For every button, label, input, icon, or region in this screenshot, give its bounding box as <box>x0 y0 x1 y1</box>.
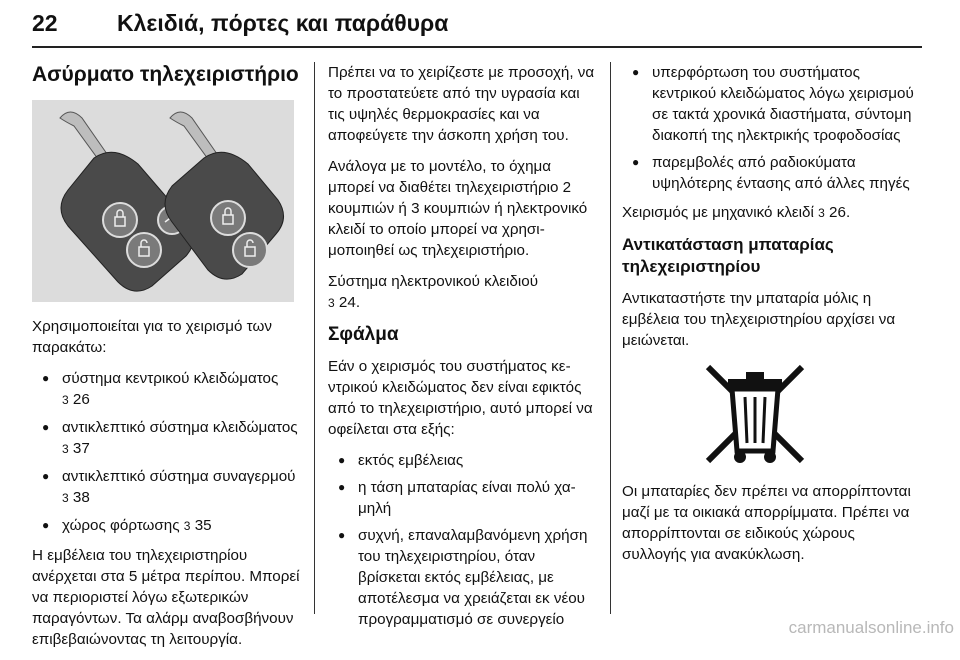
range-paragraph: Η εμβέλεια του τηλεχειριστηρίου ανέρχεται στα 5 μέτρα περίπου. Μπορεί να περιοριστεί λόγω εξωτερικών παραγόντων. Τα αλάρμ αναβοσβήνουν επιβεβαιώνοντας τη λειτουργία. <box>32 547 300 648</box>
column-2 <box>328 62 600 638</box>
ref-arrow-icon: 3 <box>62 442 69 456</box>
mechanical-key-text: Χειρισμός με μηχανικό κλειδί <box>622 204 814 221</box>
remote-keys-illustration <box>32 100 294 302</box>
running-title: Κλειδιά, πόρτες και παράθυρα <box>117 10 449 36</box>
list-item: ● συχνή, επαναλαμβανόμενη χρήση του τηλεχειριστηρίου, όταν βρίσκεται εκτός εμβέλειας, με αποτέλεσμα να χρειάζεται εκ νέου προγραμματισμό σε συνεργείο <box>328 525 600 630</box>
fault-list-continued <box>622 62 922 194</box>
disposal-paragraph: Οι μπαταρίες δεν πρέπει να απορρίπτονται μαζί με τα οικιακά απορρίμματα. Πρέπει να απορρίπτονται σε ειδικούς χώρους συλλογής για ανακύκλωση. <box>622 483 911 563</box>
electronic-key-text: Σύστημα ηλεκτρονικού κλειδιού <box>328 273 539 290</box>
page-ref-link[interactable]: 26 <box>72 391 90 408</box>
column-divider <box>314 62 315 614</box>
list-item: ● παρεμβολές από ραδιοκύματα υψηλότερης έντασης από άλλες πηγές <box>622 152 922 194</box>
list-item: ● υπερφόρτωση του συστήματος κεντρικού κλειδώματος λόγω χειρισμού σε τακτά χρονικά διαστήματα, σύντομη διακοπή της ηλεκτρικής τροφοδοσίας <box>622 62 922 146</box>
list-item-text: αντικλεπτικό σύστημα κλειδώματος <box>62 419 298 436</box>
usage-list <box>32 368 302 537</box>
page-ref-link[interactable]: 24. <box>338 294 361 311</box>
section-heading-fault: Σφάλμα <box>328 324 399 345</box>
list-item <box>32 368 302 411</box>
page-ref-link[interactable]: 35 <box>194 517 212 534</box>
electronic-key-paragraph <box>328 271 600 314</box>
ref-arrow-icon: 3 <box>183 519 191 533</box>
section-heading-remote: Ασύρματο τηλεχειριστήριο <box>32 63 299 86</box>
watermark: carmanualsonline.info <box>788 618 954 637</box>
list-item: ● εκτός εμβέλειας <box>328 450 600 471</box>
ref-arrow-icon: 3 <box>62 491 69 505</box>
fault-list <box>328 450 600 630</box>
intro-text: Χρησιμοποιείται για το χειρισμό των παρακάτω: <box>32 318 272 356</box>
ref-arrow-icon: 3 <box>818 206 825 220</box>
battery-paragraph: Αντικαταστήστε την μπαταρία μόλις η εμβέλεια του τηλεχειριστηρίου αρχίσει να μειώνεται. <box>622 290 896 349</box>
mechanical-key-paragraph <box>622 202 922 224</box>
list-item <box>32 515 302 537</box>
care-paragraph: Πρέπει να το χειρίζεστε με προσοχή, να το προστατεύετε από την υγρασία και τις υψηλές θερμοκρασίες και να αποφεύγετε την άσκοπη χρήση του. <box>328 64 595 144</box>
page-ref-link[interactable]: 26. <box>829 204 851 221</box>
ref-arrow-icon: 3 <box>328 296 335 310</box>
column-1 <box>32 62 302 660</box>
page-ref-link[interactable]: 37 <box>72 440 90 457</box>
header-rule <box>32 46 922 48</box>
page-header <box>32 6 928 48</box>
section-heading-battery: Αντικατάσταση μπαταρίας τηλεχειριστηρίου <box>622 235 834 276</box>
variants-paragraph: Ανάλογα με το μοντέλο, το όχημα μπορεί να διαθέτει τηλεχειριστήριο 2 κουμπιών ή 3 κουμπιών ή ηλεκτρονικό κλειδί το οποίο μπορεί να χρησιμοποιηθεί ως τηλεχειριστήριο. <box>328 158 588 259</box>
list-item <box>32 417 302 460</box>
ref-arrow-icon: 3 <box>62 393 69 407</box>
list-item-text: χώρος φόρτωσης <box>62 517 180 534</box>
fault-paragraph: Εάν ο χειρισμός του συστήματος κεντρικού κλειδώματος δεν είναι εφικτός από το τηλεχειριστήριο, αυτό μπορεί να οφείλεται στα εξής: <box>328 358 593 438</box>
list-item <box>32 466 302 509</box>
page-ref-link[interactable]: 38 <box>72 489 90 506</box>
column-divider <box>610 62 611 614</box>
crossed-bin-icon <box>700 361 810 467</box>
list-item-text: σύστημα κεντρικού κλειδώματος <box>62 370 279 387</box>
list-item-text: αντικλεπτικό σύστημα συναγερμού <box>62 468 296 485</box>
page-number: 22 <box>32 10 58 36</box>
list-item: ● η τάση μπαταρίας είναι πολύ χαμηλή <box>328 477 600 519</box>
column-3 <box>622 62 922 575</box>
